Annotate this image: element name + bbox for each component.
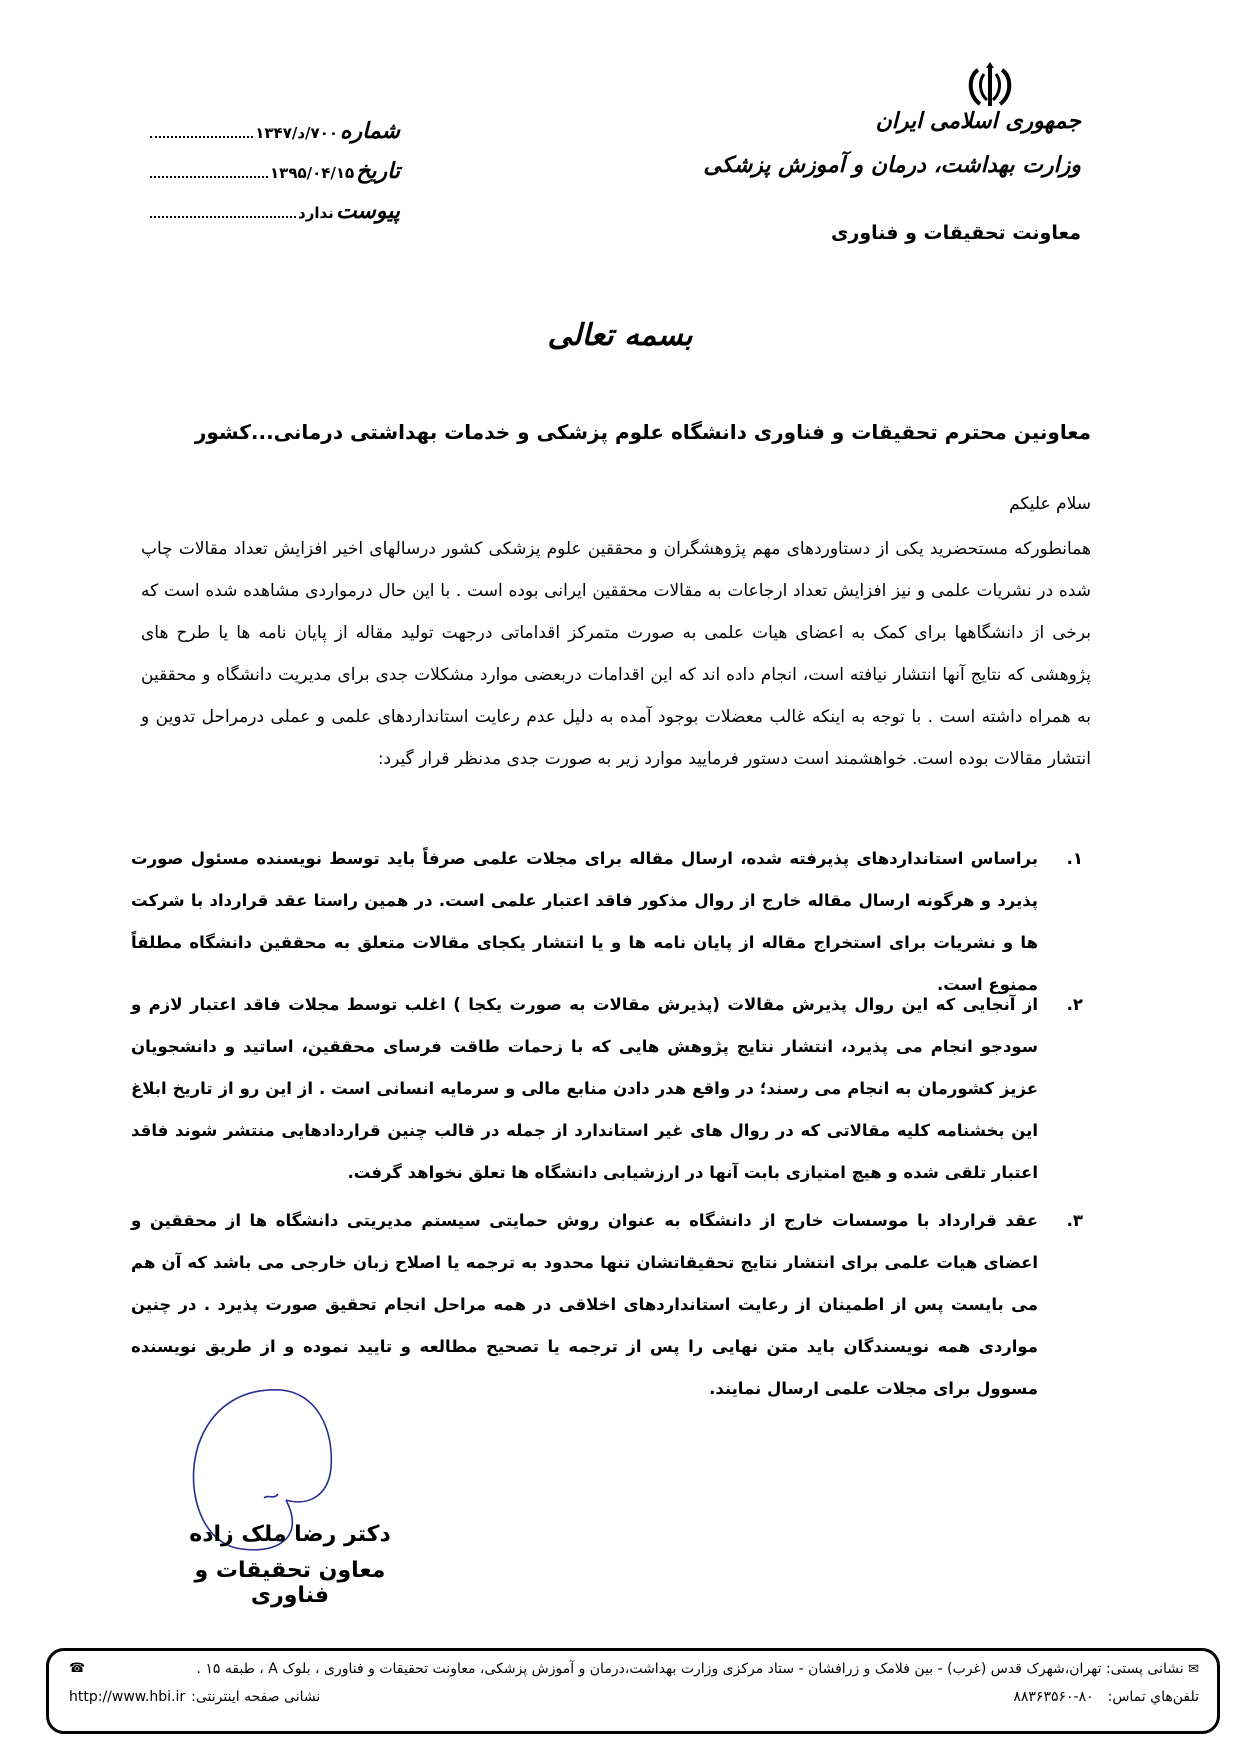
dotted-line [150, 172, 268, 178]
envelope-icon: ✉ [1188, 1662, 1199, 1677]
item-number: ۱. [1066, 849, 1083, 868]
date-label: تاریخ [356, 158, 400, 184]
attachment-label: پیوست [335, 198, 400, 224]
item-number: ۲. [1066, 995, 1083, 1014]
phone-value: ۸۸۳۶۳۵۶۰-۸۰ [1013, 1689, 1094, 1705]
website-label: نشانی صفحه اینترنتی: [191, 1689, 321, 1705]
signer-name: دکتر رضا ملک زاده [189, 1522, 391, 1547]
signer-title: معاون تحقیقات و فناوری [194, 1558, 386, 1608]
item-text: عقد قرارداد با موسسات خارج از دانشگاه به عنوان روش حمایتی سیستم مدیریتی دانشگاه ها از محققین و اعضای هیات علمی برای انتشار نتایج تحقیقاتشان تنها محدود به ترجمه یا اصلاح زبان خارجی می باشد که آن هم می بایست پس از اطمینان از رعایت استانداردهای اخلاقی در همه مراحل انجام تحقیق صورت پذیرد . در چنین مواردی همه نویسندگان باید متن نهایی را پس از ترجمه یا تصحیح مطالعه و تایید نموده و از طریق نویسنده مسوول برای مجلات علمی ارسال نمایند. [131, 1211, 1038, 1398]
dotted-line [150, 132, 253, 138]
item-text: از آنجایی که این روال پذیرش مقالات (پذیرش مقالات به صورت یکجا ) اغلب توسط مجلات فاقد اعتبار لازم و سودجو انجام می پذیرد، انتشار نتایج پژوهش هایی که با زحمات طاقت فرسای محققین، اساتید و دانشجویان عزیز کشورمان به انجام می رسند؛ در واقع هدر دادن منابع مالی و سرمایه انسانی است . از این رو از تاریخ ابلاغ این بخشنامه کلیه مقالاتی که در روال های غیر استاندارد از جمله در قالب چنین قراردادهایی منتشر شوند فاقد اعتبار تلقی شده و هیچ امتیازی بابت آنها در ارزشیابی دانشگاه ها تعلق نخواهد گرفت. [131, 995, 1038, 1182]
list-item [131, 1200, 1091, 1410]
letter-date [150, 158, 400, 184]
dotted-line [150, 212, 296, 218]
website-link[interactable]: http://www.hbi.ir [69, 1689, 186, 1705]
greeting: سلام علیکم [1009, 494, 1091, 514]
department-heading: معاونت تحقیقات و فناوری [831, 222, 1081, 244]
postal-address: نشانی پستی: تهران،شهرک قدس (غرب) - بین فلامک و زرافشان - ستاد مرکزی وزارت بهداشت،درمان و آموزش پزشکی، معاونت تحقیقات و فناوری ، بلوک A ، طبقه ۱۵ . [196, 1661, 1184, 1677]
ministry-heading: وزارت بهداشت، درمان و آموزش پزشکی [703, 152, 1081, 178]
footer-address-line [69, 1661, 1199, 1677]
recipient-line: معاونین محترم تحقیقات و فناوری دانشگاه علوم پزشکی و خدمات بهداشتی درمانی...کشور [194, 420, 1091, 444]
bismillah-heading: بسمه تعالی [547, 318, 693, 353]
republic-heading: جمهوری اسلامی ایران [875, 108, 1081, 134]
letter-number [150, 118, 400, 144]
number-value: ۷۰۰/د/۱۳۴۷ [255, 124, 338, 142]
intro-paragraph: همانطورکه مستحضرید یکی از دستاوردهای مهم پژوهشگران و محققین علوم پزشکی کشور درسالهای اخیر افزایش تعداد مقالات چاپ شده در نشریات علمی و نیز افزایش تعداد ارجاعات به مقالات محققین ایرانی بوده است . با این حال درمواردی مشاهده شده است که برخی از دانشگاهها برای کمک به اعضای هیات علمی به صورت متمرکز اقداماتی درجهت تولید مقاله از پایان نامه ها یا طرح های پژوهشی که نتایج آنها انتشار نیافته است، انجام داده اند که این اقدامات دربعضی موارد مشکلات جدی برای مدیریت دانشگاه و محققین به همراه داشته است . با توجه به اینکه غالب معضلات بوجود آمده به دلیل عدم رعایت استانداردهای علمی و عملی درمراحل تدوین و انتشار مقالات بوده است. خواهشمند است دستور فرمایید موارد زیر به صورت جدی مدنظر قرار گیرد: [141, 539, 1091, 769]
item-number: ۳. [1066, 1211, 1083, 1230]
item-text: براساس استانداردهای پذیرفته شده، ارسال مقاله برای مجلات علمی صرفاً باید توسط نویسنده مسئول صورت پذیرد و هرگونه ارسال مقاله خارج از روال مذکور فاقد اعتبار علمی است. در همین راستا عقد قرارداد با شرکت ها و نشریات برای استخراج مقاله از پایان نامه ها و یا انتشار یکجای مقالات متعلق به محققین دانشگاه مطلقاً ممنوع است. [131, 849, 1038, 994]
date-value: ۱۳۹۵/۰۴/۱۵ [270, 164, 355, 182]
phone-label: تلفن‌هاي تماس: [1107, 1689, 1199, 1705]
address-group [196, 1661, 1199, 1677]
attachment-value: ندارد [298, 204, 334, 222]
list-item [131, 838, 1091, 1006]
number-label: شماره [339, 118, 400, 144]
iran-emblem-icon [960, 62, 1020, 110]
list-item [131, 984, 1091, 1194]
letter-attachment [150, 198, 400, 224]
telephone-icon: ☎ [69, 1661, 86, 1676]
footer-contact-line [69, 1689, 1199, 1705]
footer-box [46, 1648, 1220, 1734]
